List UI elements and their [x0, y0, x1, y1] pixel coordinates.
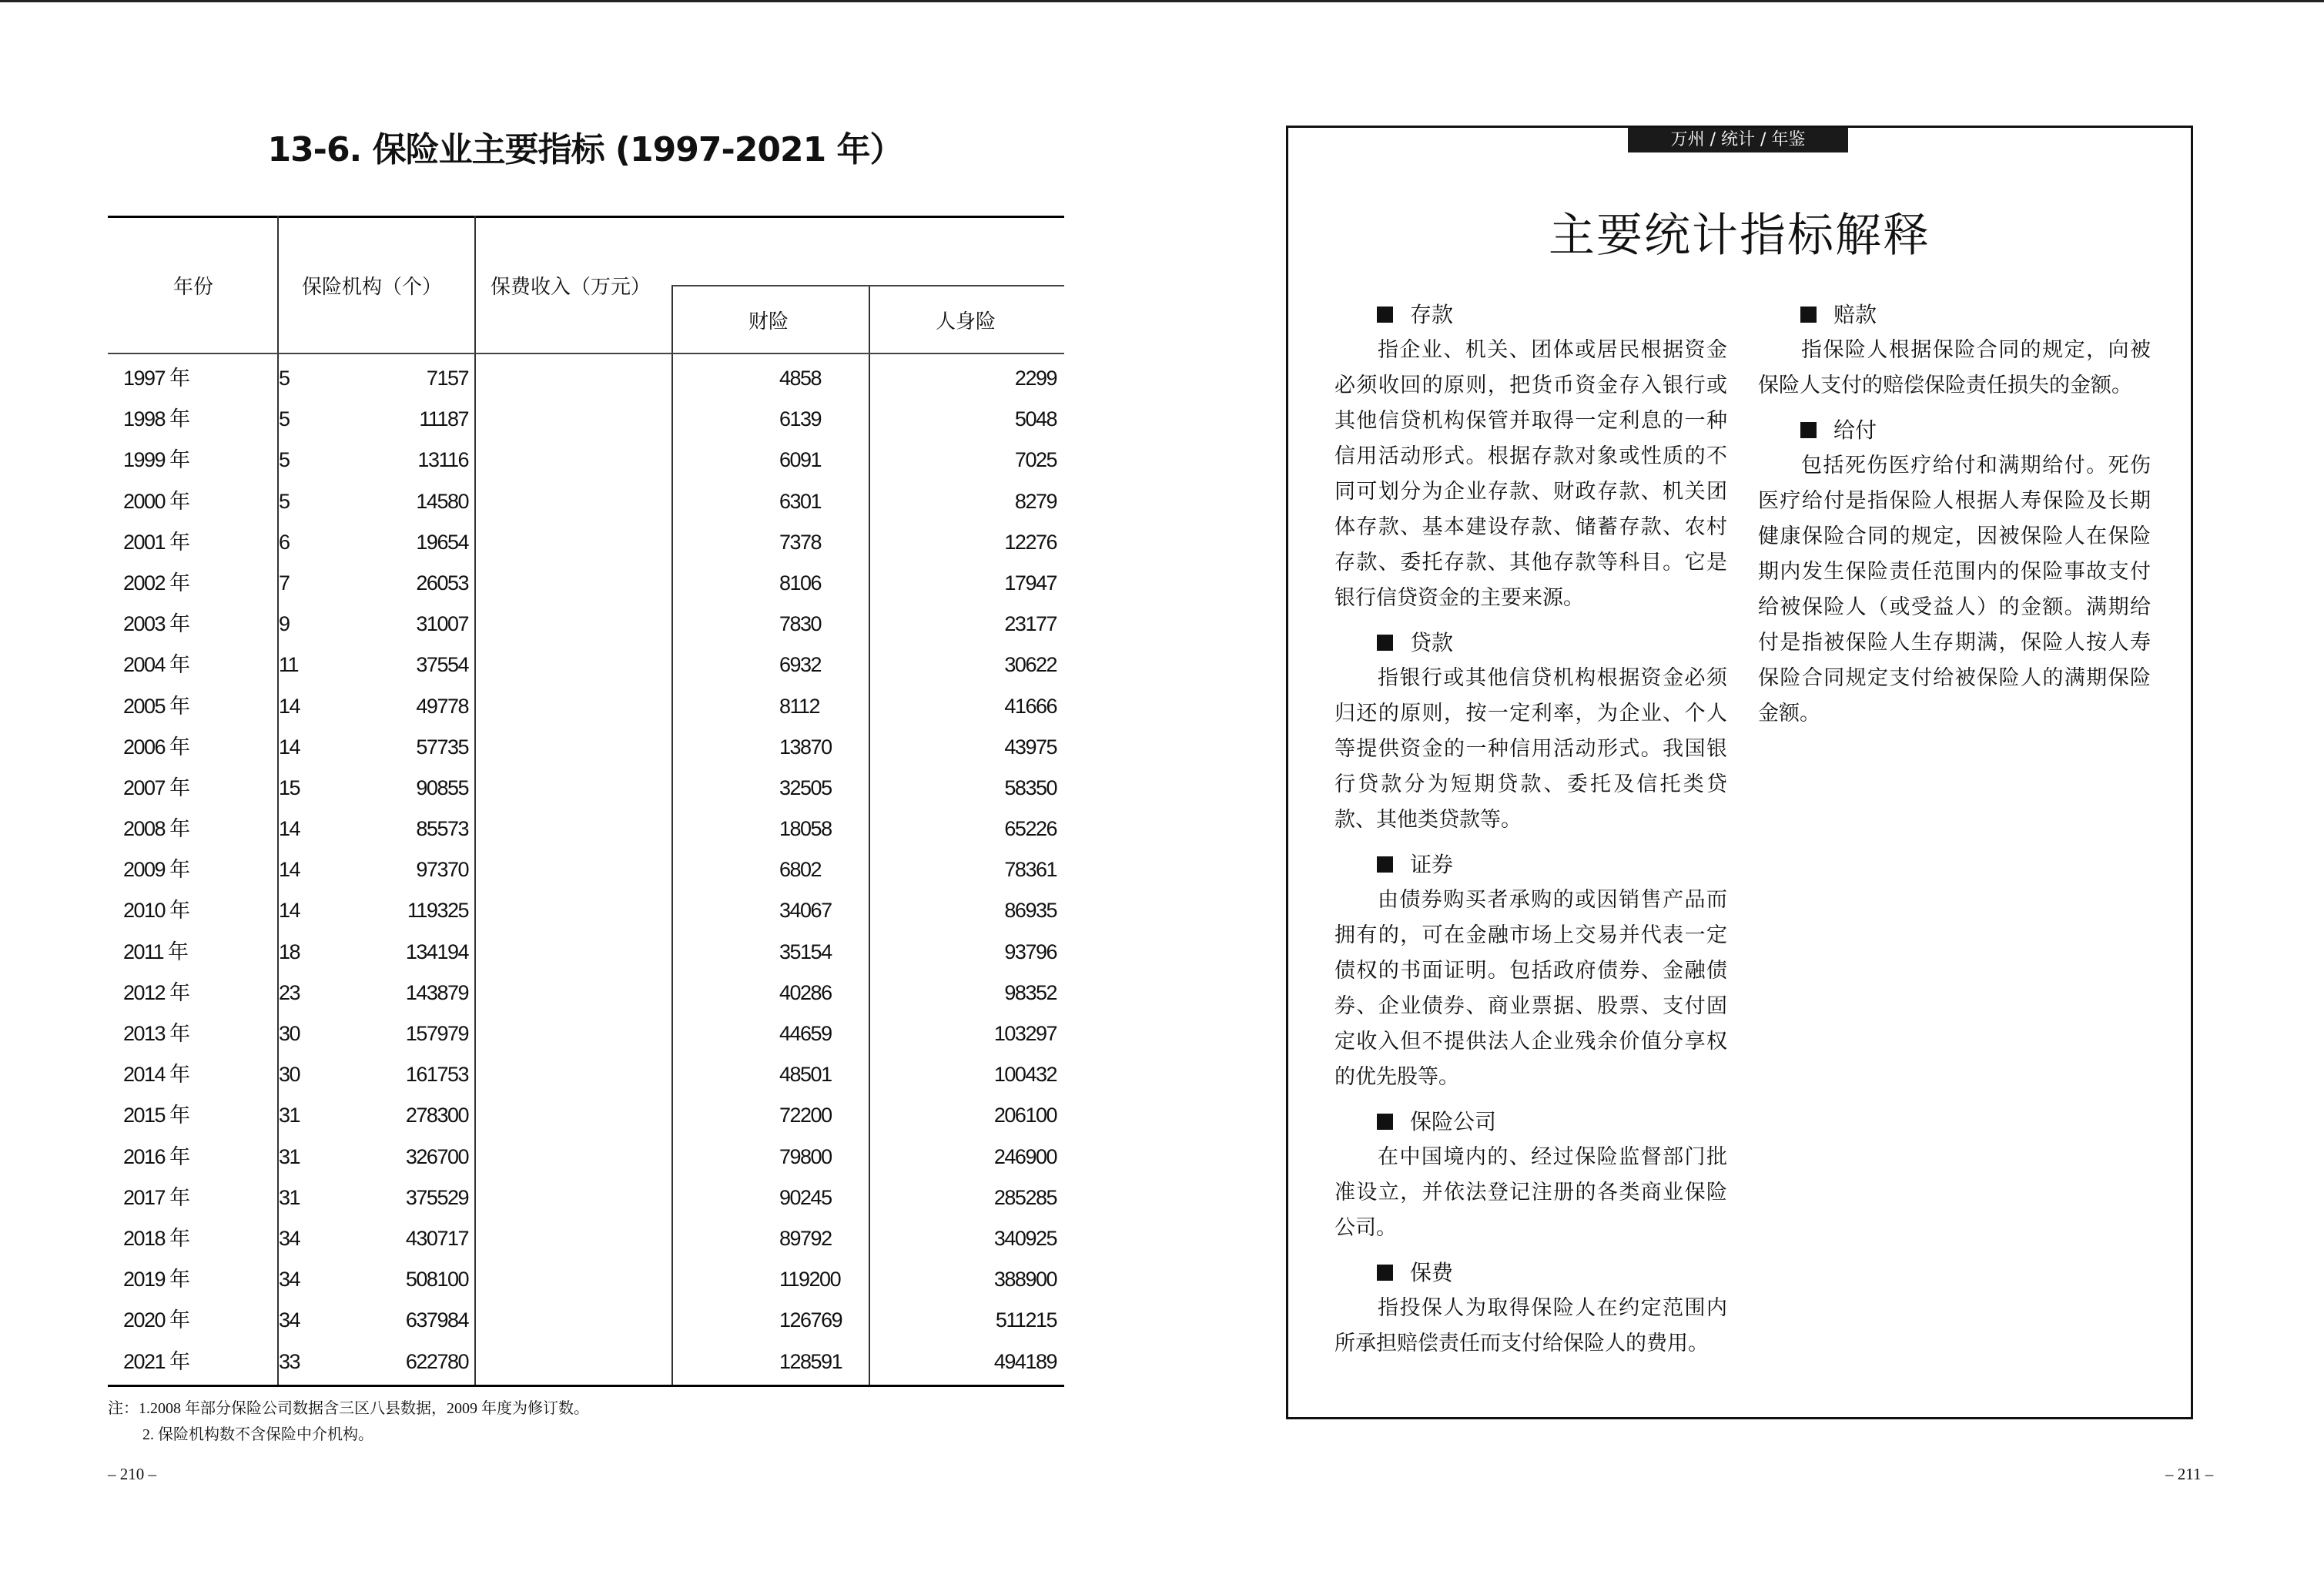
header-year: 年份 — [173, 276, 214, 298]
table-row: 2007 年 15 90855 32505 58350 — [108, 768, 1064, 809]
row-year: 2008 年 — [123, 817, 189, 841]
glossary-term — [1377, 1104, 1727, 1140]
glossary-definition: 在中国境内的、经过保险监督部门批准设立，并依法登记注册的各类商业保险公司。 — [1334, 1145, 1727, 1240]
row-life: 494189 — [993, 1349, 1057, 1373]
row-life: 12276 — [1004, 530, 1057, 554]
glossary-definition: 指保险人根据保险合同的规定，向被保险人支付的赔偿保险责任损失的金额。 — [1758, 338, 2151, 397]
row-premium: 37554 — [416, 653, 468, 677]
row-premium: 326700 — [405, 1144, 468, 1168]
table-row: 2014 年 30 161753 48501 100432 — [108, 1054, 1064, 1095]
table-top-rule — [108, 216, 1064, 218]
row-year: 2009 年 — [123, 858, 189, 882]
row-premium: 14580 — [416, 489, 468, 513]
row-premium: 278300 — [405, 1104, 468, 1127]
row-year: 2004 年 — [123, 653, 189, 677]
table-row: 2002 年 7 26053 8106 17947 — [108, 563, 1064, 604]
row-life: 340925 — [993, 1226, 1057, 1250]
row-premium: 375529 — [405, 1185, 468, 1209]
table-row: 2013 年 30 157979 44659 103297 — [108, 1013, 1064, 1054]
glossary-term — [1377, 1255, 1727, 1291]
subheader-rule — [671, 285, 1064, 286]
row-premium: 508100 — [405, 1268, 468, 1292]
row-year: 2017 年 — [123, 1185, 189, 1209]
row-life: 30622 — [1004, 653, 1057, 677]
glossary-term-label: 保费 — [1410, 1260, 1454, 1285]
row-year: 2001 年 — [123, 530, 189, 554]
row-year: 2016 年 — [123, 1144, 189, 1168]
page-number-left: – 210 – — [108, 1465, 156, 1483]
glossary-frame — [1286, 126, 2193, 1419]
square-bullet-icon — [1377, 856, 1393, 873]
row-life: 8279 — [1014, 489, 1057, 513]
row-year: 2014 年 — [123, 1063, 189, 1087]
row-life: 285285 — [993, 1185, 1057, 1209]
row-premium: 7157 — [426, 367, 468, 390]
table-row: 2011 年 18 134194 35154 93796 — [108, 932, 1064, 973]
header-bottom-rule — [108, 353, 1064, 354]
table-row: 1999 年 5 13116 6091 7025 — [108, 440, 1064, 481]
table-row: 2005 年 14 49778 8112 41666 — [108, 686, 1064, 727]
table-note-2: 2. 保险机构数不含保险中介机构。 — [142, 1426, 373, 1443]
row-year: 2003 年 — [123, 612, 189, 636]
row-year: 2005 年 — [123, 694, 189, 718]
page-number-right: – 211 – — [2165, 1465, 2214, 1483]
glossary-term-label: 贷款 — [1410, 630, 1454, 655]
glossary-term-label: 赔款 — [1833, 302, 1877, 327]
glossary-term-label: 给付 — [1833, 417, 1877, 443]
table-body — [108, 358, 1064, 1382]
glossary-term-label: 证券 — [1410, 852, 1454, 877]
row-life: 511215 — [995, 1308, 1057, 1332]
glossary-definition: 指投保人为取得保险人在约定范围内所承担赔偿责任而支付给保险人的费用。 — [1334, 1296, 1727, 1355]
row-premium: 134194 — [405, 940, 468, 963]
row-year: 1999 年 — [123, 448, 189, 472]
table-row: 2006 年 14 57735 13870 43975 — [108, 727, 1064, 768]
table-row: 2015 年 31 278300 72200 206100 — [108, 1095, 1064, 1136]
glossary-definition: 指企业、机关、团体或居民根据资金必须收回的原则，把货币资金存入银行或其他信贷机构保管并取得一定利息的一种信用活动形式。根据存款对象或性质的不同可划分为企业存款、财政存款、机关团体存款、基本建设存款、储蓄存款、农村存款、委托存款、其他存款等科目。它是银行信贷资金的主要来源。 — [1334, 338, 1727, 610]
row-year: 2018 年 — [123, 1226, 189, 1250]
row-premium: 11187 — [419, 407, 468, 431]
row-premium: 57735 — [416, 735, 468, 759]
glossary-title: 主要统计指标解释 — [1549, 209, 1931, 263]
row-year: 2006 年 — [123, 735, 189, 759]
row-premium: 143879 — [405, 980, 468, 1004]
table-row: 2021 年 33 622780 128591 494189 — [108, 1342, 1064, 1382]
glossary-term — [1377, 847, 1727, 883]
row-life: 103297 — [993, 1022, 1057, 1045]
row-life: 23177 — [1004, 612, 1057, 636]
square-bullet-icon — [1800, 307, 1817, 323]
table-row: 2019 年 34 508100 119200 388900 — [108, 1259, 1064, 1300]
table-row: 2017 年 31 375529 90245 285285 — [108, 1178, 1064, 1218]
row-year: 2011 年 — [123, 940, 188, 963]
header-institutions: 保险机构（个） — [302, 276, 443, 298]
table-row: 2001 年 6 19654 7378 12276 — [108, 522, 1064, 563]
glossary-term — [1800, 297, 2151, 333]
row-premium: 157979 — [405, 1022, 468, 1045]
row-year: 2013 年 — [123, 1022, 189, 1045]
header-property: 财险 — [748, 310, 789, 333]
row-premium: 637984 — [405, 1308, 468, 1332]
glossary-definition: 包括死伤医疗给付和满期给付。死伤医疗给付是指保险人根据人寿保险及长期健康保险合同的规定，因被保险人在保险期内发生保险责任范围内的保险事故支付给被保险人（或受益人）的金额。满期给付是指被保险人生存期满，保险人按人寿保险合同规定支付给被保险人的满期保险金额。 — [1758, 454, 2151, 725]
row-life: 388900 — [993, 1268, 1057, 1292]
table-row: 2000 年 5 14580 6301 8279 — [108, 481, 1064, 522]
square-bullet-icon — [1377, 1265, 1393, 1281]
row-year: 1998 年 — [123, 407, 189, 431]
row-premium: 31007 — [416, 612, 468, 636]
glossary-term-label: 保险公司 — [1410, 1109, 1497, 1134]
table-row: 2012 年 23 143879 40286 98352 — [108, 973, 1064, 1013]
row-life: 58350 — [1004, 776, 1057, 799]
row-life: 78361 — [1004, 858, 1057, 882]
header-premium: 保费收入（万元） — [491, 276, 651, 298]
row-year: 2015 年 — [123, 1104, 189, 1127]
table-row: 2003 年 9 31007 7830 23177 — [108, 604, 1064, 645]
table-title: 13-6. 保险业主要指标 (1997-2021 年） — [267, 130, 903, 169]
glossary-term-label: 存款 — [1410, 302, 1454, 327]
row-year: 2019 年 — [123, 1268, 189, 1292]
row-premium: 161753 — [405, 1063, 468, 1087]
table-row: 2010 年 14 119325 34067 86935 — [108, 890, 1064, 931]
glossary-term — [1377, 297, 1727, 333]
row-premium: 97370 — [416, 858, 468, 882]
glossary-left-column — [1334, 297, 1727, 1368]
glossary-right-column — [1758, 297, 2151, 738]
row-life: 206100 — [993, 1104, 1057, 1127]
glossary-definition: 指银行或其他信贷机构根据资金必须归还的原则，按一定利率，为企业、个人等提供资金的一种信用活动形式。我国银行贷款分为短期贷款、委托及信托类贷款、其他类贷款等。 — [1334, 666, 1727, 832]
table-row: 2018 年 34 430717 89792 340925 — [108, 1218, 1064, 1259]
row-life: 17947 — [1004, 571, 1057, 595]
table-row: 1998 年 5 11187 6139 5048 — [108, 399, 1064, 440]
row-premium: 119325 — [407, 899, 468, 923]
table-row: 1997 年 5 7157 4858 2299 — [108, 358, 1064, 399]
yearbook-banner: 万州 / 统计 / 年鉴 — [1628, 128, 1848, 152]
table-row: 2004 年 11 37554 6932 30622 — [108, 645, 1064, 685]
square-bullet-icon — [1800, 422, 1817, 438]
square-bullet-icon — [1377, 1114, 1393, 1130]
square-bullet-icon — [1377, 635, 1393, 651]
row-premium: 430717 — [405, 1226, 468, 1250]
row-year: 2012 年 — [123, 980, 189, 1004]
glossary-term — [1377, 625, 1727, 661]
square-bullet-icon — [1377, 307, 1393, 323]
row-premium: 49778 — [416, 694, 468, 718]
row-life: 2299 — [1014, 367, 1057, 390]
row-premium: 85573 — [416, 817, 468, 841]
glossary-definition: 由债券购买者承购的或因销售产品而拥有的，可在金融市场上交易并代表一定债权的书面证明。包括政府债券、金融债券、企业债券、商业票据、股票、支付固定收入但不提供法人企业残余价值分享权的优先股等。 — [1334, 888, 1727, 1089]
table-row: 2008 年 14 85573 18058 65226 — [108, 809, 1064, 849]
row-premium: 90855 — [416, 776, 468, 799]
row-life: 65226 — [1004, 817, 1057, 841]
row-year: 1997 年 — [123, 367, 189, 390]
row-year: 2021 年 — [123, 1349, 189, 1373]
row-year: 2010 年 — [123, 899, 189, 923]
row-year: 2007 年 — [123, 776, 189, 799]
glossary-term — [1800, 413, 2151, 448]
table-bottom-rule — [108, 1385, 1064, 1387]
row-life: 246900 — [993, 1144, 1057, 1168]
table-row: 2016 年 31 326700 79800 246900 — [108, 1137, 1064, 1178]
row-year: 2020 年 — [123, 1308, 189, 1332]
row-life: 41666 — [1004, 694, 1057, 718]
top-rule — [0, 0, 2324, 2]
row-life: 7025 — [1014, 448, 1057, 472]
row-life: 43975 — [1004, 735, 1057, 759]
table-row: 2009 年 14 97370 6802 78361 — [108, 849, 1064, 890]
row-year: 2000 年 — [123, 489, 189, 513]
row-premium: 19654 — [416, 530, 468, 554]
row-life: 93796 — [1004, 940, 1057, 963]
row-year: 2002 年 — [123, 571, 189, 595]
header-life: 人身险 — [936, 310, 996, 333]
row-premium: 13116 — [417, 448, 468, 472]
table-note-1: 注：1.2008 年部分保险公司数据含三区八县数据，2009 年度为修订数。 — [108, 1400, 589, 1417]
row-life: 100432 — [993, 1063, 1057, 1087]
row-premium: 622780 — [405, 1349, 468, 1373]
row-life: 86935 — [1004, 899, 1057, 923]
row-life: 98352 — [1004, 980, 1057, 1004]
row-premium: 26053 — [416, 571, 468, 595]
row-life: 5048 — [1014, 407, 1057, 431]
table-row: 2020 年 34 637984 126769 511215 — [108, 1300, 1064, 1341]
